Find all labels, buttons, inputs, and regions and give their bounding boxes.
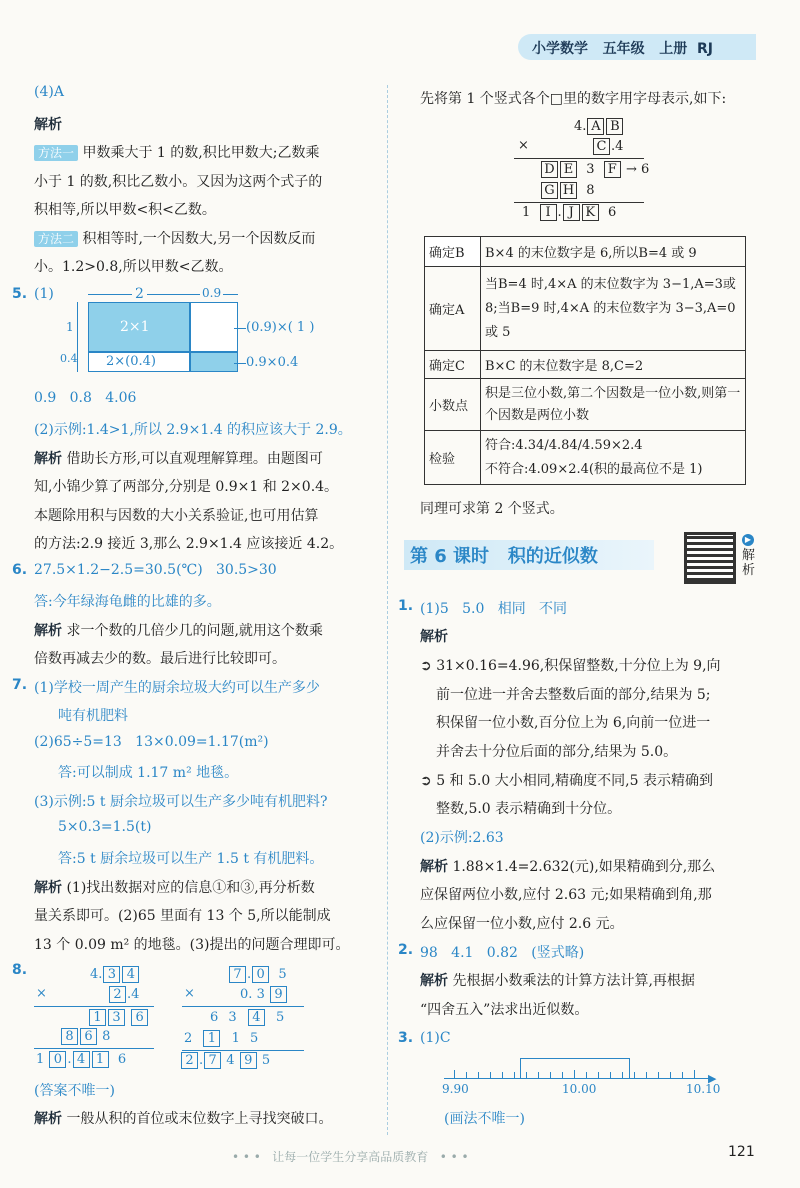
v1-rule1 xyxy=(34,1006,154,1007)
v1-row5 xyxy=(36,1051,126,1068)
v1-digit: 1 xyxy=(36,1052,45,1067)
rq1-jx2-label: 解析 xyxy=(420,859,448,875)
v1-row3 xyxy=(88,1009,149,1026)
method1-label: 方法一 xyxy=(34,145,78,161)
q7-line7: 答:5 t 厨余垃圾可以生产 1.5 t 有机肥料。 xyxy=(58,851,324,867)
q8-vertical-2 xyxy=(178,964,328,1074)
q7-line4: 答:可以制成 1.17 m² 地毯。 xyxy=(58,765,239,781)
q7-jx-line3: 13 个 0.09 m² 的地毯。(3)提出的问题合理即可。 xyxy=(34,937,350,953)
v2-row2b xyxy=(240,986,288,1003)
lv-row4 xyxy=(540,182,595,199)
v2-box: 9 xyxy=(240,1052,257,1069)
v1-box: 3 xyxy=(103,966,120,983)
lesson-title: 第 6 课时 积的近似数 xyxy=(410,546,598,567)
v1-box: 0 xyxy=(49,1051,66,1068)
v1-row1 xyxy=(90,966,140,983)
v1-box: 8 xyxy=(61,1028,78,1045)
tick-mark xyxy=(502,1072,503,1078)
q8-vertical-1 xyxy=(30,964,180,1074)
rq1-b1-line1 xyxy=(420,655,721,675)
v1-box: 4 xyxy=(73,1051,90,1068)
v2-row3 xyxy=(210,1009,284,1026)
answer-a4: (4)A xyxy=(34,84,64,100)
q7-line6: 5×0.3=1.5(t) xyxy=(58,819,152,835)
q8-jx xyxy=(34,1108,332,1128)
rq2-line1: 98 4.1 0.82 (竖式略) xyxy=(420,945,585,961)
page-number: 121 xyxy=(728,1144,755,1160)
rq1-part2: (2)示例:2.63 xyxy=(420,830,504,846)
v2-box: 7 xyxy=(229,966,246,983)
table-row xyxy=(425,351,746,379)
lv-digit: 6 xyxy=(607,205,617,220)
lv-digit: 8 xyxy=(586,183,595,198)
lv-box: I xyxy=(540,204,557,221)
v2-digit: 1 xyxy=(231,1031,240,1046)
tick-mark xyxy=(586,1072,587,1078)
v2-digit: 4 xyxy=(226,1053,235,1068)
q6-number: 6. xyxy=(12,562,28,578)
tick-mark xyxy=(574,1070,575,1079)
rq3-note: (画法不唯一) xyxy=(444,1111,525,1127)
q5-diagram xyxy=(60,284,360,376)
rq1-b1-line4: 并舍去十分位后面的部分,结果为 5.0。 xyxy=(436,744,678,760)
lv-box: F xyxy=(604,161,621,178)
lv-rule2 xyxy=(514,202,644,203)
v1-box: 6 xyxy=(80,1028,97,1045)
column-divider xyxy=(387,85,388,1135)
lv-digit: . xyxy=(611,139,616,154)
lv-box: C xyxy=(593,138,610,155)
q7-line5: (3)示例:5 t 厨余垃圾可以生产多少吨有机肥料? xyxy=(34,794,328,810)
q6-jx-line2: 倍数再减去少的数。最后进行比较即可。 xyxy=(34,651,286,667)
q5-part1: (1) xyxy=(34,286,54,302)
text-cell: B×4 的末位数字是 6,所以B=4 或 9 xyxy=(481,237,746,267)
v1-digit: 4 xyxy=(90,967,99,982)
q6-line1: 27.5×1.2−2.5=30.5(℃) 30.5>30 xyxy=(34,562,277,578)
arrow-bullet-icon: ➲ xyxy=(420,773,432,789)
lv-digit: 1 xyxy=(522,205,531,220)
lv-digit: 4 xyxy=(615,139,624,154)
lv-box: H xyxy=(560,182,577,199)
axis-line xyxy=(444,1078,712,1079)
v1-row2b xyxy=(108,986,139,1003)
v2-digit: . xyxy=(248,987,253,1002)
v2-digit: . xyxy=(199,1053,204,1068)
v2-box: 0 xyxy=(252,966,269,983)
v1-digit: 8 xyxy=(102,1029,111,1044)
q8-jx-text: 一般从积的首位或末位数字上寻找突破口。 xyxy=(66,1111,333,1127)
q7-line2: 吨有机肥料 xyxy=(58,708,128,724)
v2-digit: 3 xyxy=(256,987,265,1002)
leader-1 xyxy=(234,328,246,329)
q5-part2: (2)示例:1.4>1,所以 2.9×1.4 的积应该大于 2.9。 xyxy=(34,422,352,438)
v2-box: 9 xyxy=(270,986,287,1003)
lv-box: J xyxy=(563,204,580,221)
rq1-b1-line3: 积保留一位小数,百分位上为 6,向前一位进一 xyxy=(436,715,711,731)
v2-row2 xyxy=(184,986,195,1001)
tick-mark xyxy=(670,1072,671,1078)
qr-code[interactable] xyxy=(684,532,736,584)
q5-jx-label: 解析 xyxy=(34,451,62,467)
method1-line1: 甲数乘大于 1 的数,积比甲数大;乙数乘 xyxy=(82,145,320,161)
deduction-table xyxy=(424,236,746,485)
lv-digit: . xyxy=(582,119,587,134)
tick-mark xyxy=(538,1072,539,1078)
table-row xyxy=(425,237,746,267)
v2-digit: 0 xyxy=(240,987,249,1002)
q5-jx-text1: 借助长方形,可以直观理解算理。由题图可 xyxy=(66,451,323,467)
tick-mark xyxy=(598,1072,599,1078)
lv-digit: 3 xyxy=(586,162,595,177)
q5-answer: 0.9 0.8 4.06 xyxy=(34,390,137,406)
range-bracket xyxy=(520,1058,630,1078)
dim-left-a: 1 xyxy=(66,320,74,334)
step-cell: 小数点 xyxy=(425,379,481,431)
q6-jx-label: 解析 xyxy=(34,623,62,639)
rq3-line1: (1)C xyxy=(420,1030,451,1046)
method2 xyxy=(34,228,315,248)
q5-number: 5. xyxy=(12,286,28,302)
v2-row5 xyxy=(180,1052,270,1069)
rq2-jx-line2: “四舍五入”法求出近似数。 xyxy=(420,1002,589,1018)
v2-rule2 xyxy=(182,1050,304,1051)
q6-jx-line1 xyxy=(34,620,323,640)
text-cell xyxy=(481,431,746,485)
rq2-jx-text: 先根据小数乘法的计算方法计算,再根据 xyxy=(452,973,695,989)
v1-box: 2 xyxy=(109,986,126,1003)
tick-mark xyxy=(694,1070,695,1079)
rq1-b2-line1 xyxy=(420,770,713,790)
v2-times: × xyxy=(184,986,195,1001)
lv-box: K xyxy=(582,204,599,221)
q7-line1: (1)学校一周产生的厨余垃圾大约可以生产多少 xyxy=(34,680,320,696)
lv-box: B xyxy=(606,118,623,135)
lv-box: D xyxy=(541,161,558,178)
leader-2 xyxy=(234,363,246,364)
tick-mark xyxy=(658,1072,659,1078)
footer-slogan: • • • 让每一位学生分享高品质教育 • • • xyxy=(232,1150,469,1164)
text-cell: 积是三位小数,第二个因数是一位小数,则第一个因数是两位小数 xyxy=(481,379,746,431)
text-cell: 当B=4 时,4×A 的末位数字为 3−1,A=3或 8;当B=9 时,4×A 的末位数字为 3−3,A=0或 5 xyxy=(481,267,746,351)
q7-jx-label: 解析 xyxy=(34,880,62,896)
rq1-jx2-line1 xyxy=(420,856,715,876)
q5-jx-line4: 的方法:2.9 接近 3,那么 2.9×1.4 应该接近 4.2。 xyxy=(34,536,344,552)
v1-times: × xyxy=(36,986,47,1001)
tick-mark xyxy=(550,1072,551,1078)
rq1-jx2-text: 1.88×1.4=2.632(元),如果精确到分,那么 xyxy=(452,859,716,875)
rect-corner xyxy=(190,352,238,372)
step-cell: 确定A xyxy=(425,267,481,351)
tick-mark xyxy=(478,1072,479,1078)
rq1-b2-text: 5 和 5.0 大小相同,精确度不同,5 表示精确到 xyxy=(436,773,713,789)
step-cell: 确定B xyxy=(425,237,481,267)
method1-line2: 小于 1 的数,积比乙数小。又因为这两个式子的 xyxy=(34,174,323,190)
v2-row1 xyxy=(228,966,287,983)
arrow-bullet-icon: ➲ xyxy=(420,658,432,674)
q7-jx-text1: (1)找出数据对应的信息①和③,再分析数 xyxy=(66,880,315,896)
v1-row4 xyxy=(60,1028,110,1045)
same-method: 同理可求第 2 个竖式。 xyxy=(420,501,564,517)
q7-jx-line2: 量关系即可。(2)65 里面有 13 个 5,所以能制成 xyxy=(34,908,331,924)
dim-top-b: 0.9 xyxy=(202,286,222,300)
q5-jx-line1 xyxy=(34,448,323,468)
lv-row3: D E 3 F → 6 xyxy=(540,161,649,178)
v2-rule1 xyxy=(182,1006,304,1007)
q7-number: 7. xyxy=(12,677,28,693)
q6-jx-text1: 求一个数的几倍少几的问题,就用这个数乘 xyxy=(66,623,323,639)
lv-digit: 4 xyxy=(574,119,583,134)
v1-digit: 6 xyxy=(117,1052,127,1067)
v1-digit: 4 xyxy=(131,987,140,1002)
header-text xyxy=(532,38,713,58)
tick-label-mid: 10.00 xyxy=(562,1082,597,1096)
label-row1: (0.9)×( 1 ) xyxy=(246,320,315,335)
v1-rule2 xyxy=(34,1048,154,1049)
text-cell: B×C 的末位数字是 8,C=2 xyxy=(481,351,746,379)
v2-digit: 5 xyxy=(278,967,287,982)
v2-box: 7 xyxy=(204,1052,221,1069)
lv-digit: 6 xyxy=(640,162,650,177)
v2-digit: 2 xyxy=(184,1031,193,1046)
header-volume: 上册 xyxy=(659,41,688,57)
v1-box: 4 xyxy=(122,966,139,983)
jiexi-label: 解析 xyxy=(34,117,62,133)
tick-mark xyxy=(646,1072,647,1078)
header-subject: 小学数学 xyxy=(532,41,588,57)
v2-box: 1 xyxy=(203,1030,220,1047)
rq1-b2-line2: 整数,5.0 表示精确到十分位。 xyxy=(436,801,622,817)
v1-digit: . xyxy=(67,1052,72,1067)
rq1-b1-line2: 前一位进一并舍去整数后面的部分,结果为 5; xyxy=(436,687,711,703)
tick-mark xyxy=(526,1072,527,1078)
dim-top-a: 2 xyxy=(132,286,147,302)
lv-row1 xyxy=(574,118,624,135)
q8-number: 8. xyxy=(12,962,28,978)
tick-mark xyxy=(682,1072,683,1078)
cell-2x1: 2×1 xyxy=(120,319,150,335)
v2-digit: 5 xyxy=(249,1031,259,1046)
rq1-b1-text: 31×0.16=4.96,积保留整数,十分位上为 9,向 xyxy=(436,658,721,674)
tick-mark xyxy=(466,1072,467,1078)
rq2-jx-label: 解析 xyxy=(420,973,448,989)
rq1-jx2-line2: 应保留两位小数,应付 2.63 元;如果精确到角,那 xyxy=(420,887,712,903)
header-grade: 五年级 xyxy=(602,41,645,57)
method1-line3: 积相等,所以甲数<积<乙数。 xyxy=(34,202,216,218)
rq1-jx-label: 解析 xyxy=(420,629,448,645)
lv-box: E xyxy=(560,161,577,178)
dim-left-b: 0.4 xyxy=(60,352,78,365)
v1-box: 6 xyxy=(131,1009,148,1026)
label-row2: 0.9×0.4 xyxy=(246,355,299,370)
cell-2x04: 2×(0.4) xyxy=(106,354,156,369)
lv-row2 xyxy=(592,138,623,155)
v2-box: 2 xyxy=(181,1052,198,1069)
q6-line2: 答:今年绿海龟雌的比雄的多。 xyxy=(34,594,221,610)
lv-box: A xyxy=(587,118,604,135)
q5-jx-line3: 本题除用积与因数的大小关系验证,也可用估算 xyxy=(34,508,319,524)
q7-line3: (2)65÷5=13 13×0.09=1.17(m²) xyxy=(34,734,269,750)
tick-mark xyxy=(610,1072,611,1078)
q8-note: (答案不唯一) xyxy=(34,1083,115,1099)
rq2-number: 2. xyxy=(398,942,414,958)
method2-label: 方法二 xyxy=(34,231,78,247)
v2-digit: 3 xyxy=(228,1010,237,1025)
v2-digit: 6 xyxy=(210,1010,219,1025)
tick-mark xyxy=(514,1072,515,1078)
tick-mark xyxy=(622,1072,623,1078)
method1 xyxy=(34,142,319,162)
table-row xyxy=(425,267,746,351)
letter-vertical xyxy=(510,116,690,226)
v1-box: 3 xyxy=(108,1009,125,1026)
number-line xyxy=(440,1056,720,1096)
rq1-number: 1. xyxy=(398,598,414,614)
lv-rule1 xyxy=(514,158,644,159)
check-no: 不符合:4.09×2.4(积的最高位不是 1) xyxy=(485,461,703,477)
tick-mark xyxy=(562,1072,563,1078)
tick-mark xyxy=(454,1070,455,1079)
v2-row4 xyxy=(184,1030,258,1047)
lv-box: G xyxy=(541,182,558,199)
q8-jx-label: 解析 xyxy=(34,1111,62,1127)
lv-row5 xyxy=(522,204,616,221)
q7-jx-line1 xyxy=(34,877,315,897)
lv-times: × xyxy=(518,138,529,153)
method2-line1: 积相等时,一个因数大,另一个因数反而 xyxy=(82,231,316,247)
v2-digit: 5 xyxy=(261,1053,271,1068)
v1-digit: . xyxy=(98,967,103,982)
v1-row2 xyxy=(36,986,47,1001)
rq1-line1: (1)5 5.0 相同 不同 xyxy=(420,601,568,617)
v1-box: 1 xyxy=(89,1009,106,1026)
table-row xyxy=(425,431,746,485)
step-cell: 检验 xyxy=(425,431,481,485)
right-intro: 先将第 1 个竖式各个□里的数字用字母表示,如下: xyxy=(420,91,727,107)
v2-digit: . xyxy=(247,967,252,982)
v1-box: 1 xyxy=(92,1051,109,1068)
method2-line2: 小。1.2>0.8,所以甲数<乙数。 xyxy=(34,259,233,275)
axis-arrow-icon: ▶ xyxy=(708,1072,717,1085)
rq3-number: 3. xyxy=(398,1030,414,1046)
play-icon[interactable]: ▶ xyxy=(742,534,754,546)
check-yes: 符合:4.34/4.84/4.59×2.4 xyxy=(485,437,643,453)
rq2-jx-line1 xyxy=(420,970,695,990)
rect-right-top xyxy=(190,302,238,352)
tick-mark xyxy=(490,1072,491,1078)
table-row xyxy=(425,379,746,431)
v2-box: 4 xyxy=(248,1009,265,1026)
header-edition: RJ xyxy=(697,41,713,57)
rq1-jx2-line3: 么应保留一位小数,应付 2.6 元。 xyxy=(420,916,624,932)
tick-mark xyxy=(634,1072,635,1078)
lv-digit: . xyxy=(557,205,562,220)
q5-jx-line2: 知,小锦少算了两部分,分别是 0.9×1 和 2×0.4。 xyxy=(34,479,339,495)
tick-label-start: 9.90 xyxy=(442,1082,469,1096)
step-cell: 确定C xyxy=(425,351,481,379)
qr-label: 解析 xyxy=(742,548,756,578)
v2-digit: 5 xyxy=(275,1010,285,1025)
v1-digit: . xyxy=(127,987,132,1002)
tick-label-end: 10.10 xyxy=(686,1082,721,1096)
